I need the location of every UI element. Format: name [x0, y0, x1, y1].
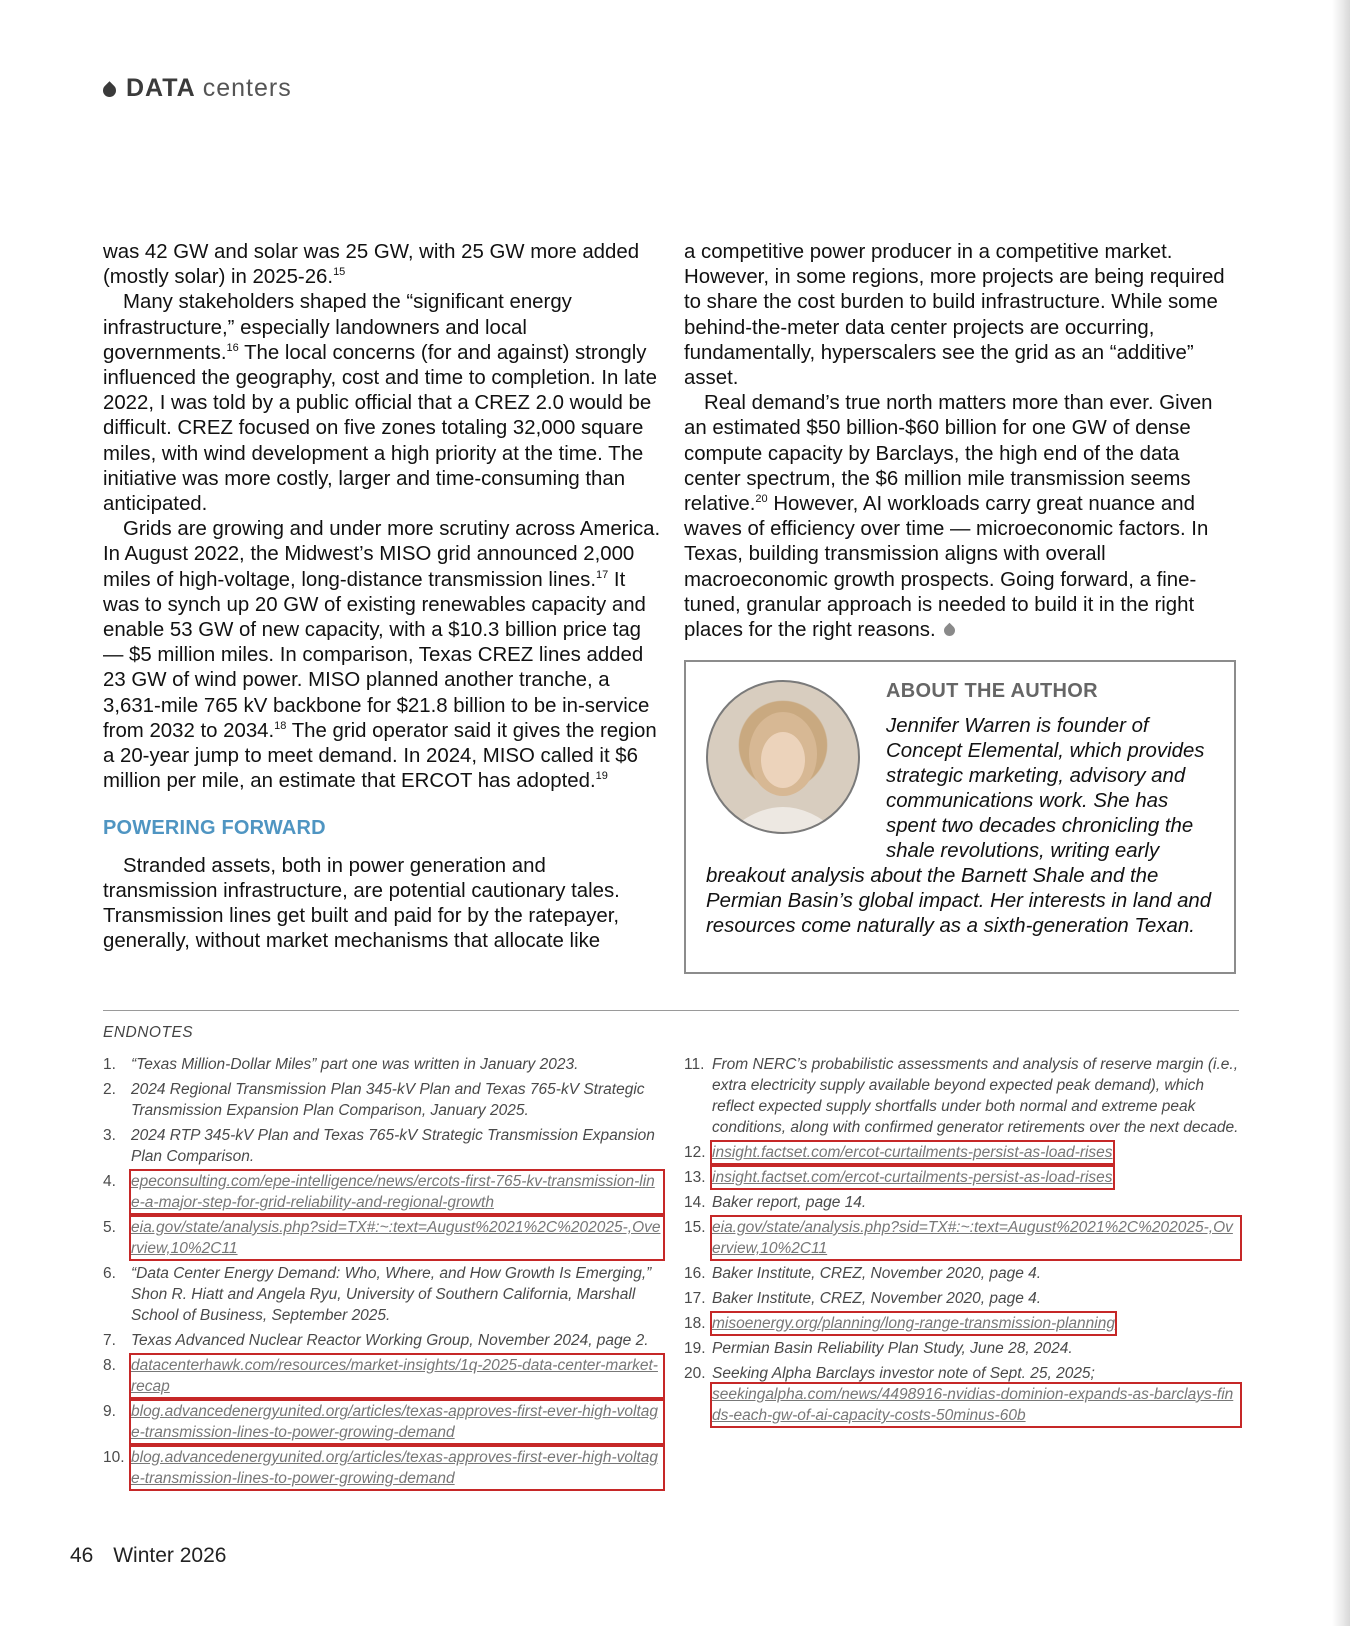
endnote-number: 8.	[103, 1357, 116, 1374]
endnote-number: 16.	[684, 1265, 706, 1282]
endnote-item	[684, 1263, 1240, 1284]
endnote-number: 18.	[684, 1315, 706, 1332]
footnote-ref: 17	[596, 568, 609, 581]
text: It was to synch up 20 GW of existing renewables capacity and enable 53 GW of new capacity, with a $10.3 billion price tag — $5 million miles. In comparison, Texas CREZ lines added 23 GW of wind power. MISO planned another tranche, a 3,631-mile 765 kV backbone for $21.8 billion to be in-service from 2032 to 2034.	[103, 568, 650, 742]
endnote-text: Baker Institute, CREZ, November 2020, page 4.	[712, 1265, 1042, 1282]
endnotes-title: ENDNOTES	[103, 1024, 194, 1041]
page-footer	[70, 1544, 226, 1568]
paragraph	[103, 240, 663, 290]
endnote-item	[103, 1054, 663, 1075]
article-right-column	[684, 240, 1240, 643]
footnote-ref: 16	[226, 342, 239, 355]
endnote-text: “Texas Million-Dollar Miles” part one was written in January 2023.	[131, 1056, 579, 1073]
endnote-text: Baker report, page 14.	[712, 1194, 867, 1211]
endnote-number: 7.	[103, 1332, 116, 1349]
issue-label: Winter 2026	[113, 1544, 227, 1567]
endnotes-left-list	[103, 1054, 663, 1493]
section-title-bold: DATA	[126, 73, 196, 102]
section-header	[103, 70, 292, 106]
endnote-number: 9.	[103, 1403, 116, 1420]
footnote-ref: 15	[333, 266, 346, 279]
endnote-number: 6.	[103, 1265, 116, 1282]
endnote-link[interactable]: blog.advancedenergyunited.org/articles/texas-approves-first-ever-high-voltage-transmission-lines-to-power-growing-demand	[131, 1447, 663, 1489]
endnote-number: 15.	[684, 1219, 706, 1236]
endnote-item	[684, 1288, 1240, 1309]
paragraph	[684, 391, 1240, 643]
author-bio-text: Jennifer Warren is founder of Concept Elemental, which provides strategic marketing, advisory and communications work. She has spent two decades chronicling the shale revolutions, writing early breakout analysis about the Barnett Shale and the Permian Basin’s global impact. Her interests in land and resources come naturally as a sixth-generation Texan.	[706, 715, 1212, 937]
endnote-item	[684, 1313, 1240, 1334]
endnote-number: 10.	[103, 1449, 125, 1466]
endnote-link[interactable]: eia.gov/state/analysis.php?sid=TX#:~:text=August%2021%2C%202025-,Overview,10%2C11	[712, 1217, 1240, 1259]
endnote-item	[103, 1079, 663, 1121]
endnote-item	[103, 1330, 663, 1351]
footnote-ref: 19	[595, 770, 608, 783]
endnote-item	[103, 1447, 663, 1489]
section-title-light: centers	[202, 73, 292, 102]
endnote-number: 2.	[103, 1081, 116, 1098]
about-the-author-box	[684, 660, 1236, 974]
endnote-link[interactable]: datacenterhawk.com/resources/market-insights/1q-2025-data-center-market-recap	[131, 1355, 663, 1397]
endnote-item	[684, 1192, 1240, 1213]
paragraph	[103, 517, 663, 794]
author-bio	[706, 714, 1216, 939]
text: The grid operator said it gives the region a 20-year jump to meet demand. In 2024, MISO called it $6 million per mile, an estimate that ERCOT has adopted.	[103, 719, 657, 793]
endnote-item	[684, 1167, 1240, 1188]
paragraph: Stranded assets, both in power generation and transmission infrastructure, are potential cautionary tales. Transmission lines get built and paid for by the ratepayer, generally, without market mechanisms that allocate like	[103, 854, 620, 953]
drop-icon	[100, 81, 118, 99]
endnote-item	[103, 1401, 663, 1443]
subhead: POWERING FORWARD	[103, 817, 326, 840]
endnotes-divider	[103, 1010, 1239, 1011]
text: Grids are growing and under more scrutiny across America. In August 2022, the Midwest’s MISO grid announced 2,000 miles of high-voltage, long-distance transmission lines.	[103, 518, 661, 591]
endnote-item	[103, 1171, 663, 1213]
endnote-item	[684, 1217, 1240, 1259]
endnote-text: Seeking Alpha Barclays investor note of Sept. 25, 2025;	[712, 1365, 1095, 1382]
endnote-number: 17.	[684, 1290, 706, 1307]
endnote-number: 3.	[103, 1127, 116, 1144]
endnote-number: 19.	[684, 1340, 706, 1357]
endnote-number: 11.	[684, 1056, 705, 1073]
text: The local concerns (for and against) strongly influenced the geography, cost and time to completion. In late 2022, I was told by a public official that a CREZ 2.0 would be difficult. CREZ focused on five zones totaling 32,000 square miles, with wind development a high priority at the time. The initiative was more costly, larger and time-consuming than anticipated.	[103, 341, 657, 516]
endnote-number: 20.	[684, 1365, 706, 1382]
endnote-text: Baker Institute, CREZ, November 2020, page 4.	[712, 1290, 1042, 1307]
endnote-link[interactable]: insight.factset.com/ercot-curtailments-persist-as-load-rises	[712, 1169, 1113, 1186]
endnote-number: 4.	[103, 1173, 116, 1190]
endnote-link[interactable]: seekingalpha.com/news/4498916-nvidias-dominion-expands-as-barclays-finds-each-gw-of-ai-capacity-costs-50minus-60b	[712, 1384, 1240, 1426]
endnote-number: 1.	[103, 1056, 116, 1073]
endnote-item	[684, 1338, 1240, 1359]
endnote-link[interactable]: eia.gov/state/analysis.php?sid=TX#:~:text=August%2021%2C%202025-,Overview,10%2C11	[131, 1217, 663, 1259]
footnote-ref: 20	[755, 493, 768, 506]
endnote-text: From NERC’s probabilistic assessments and analysis of reserve margin (i.e., extra electricity supply available beyond expected peak demand), which reflect expected supply shortfalls under both normal and extreme peak conditions, along with confirmed generator retirements over the next decade.	[712, 1056, 1239, 1136]
paragraph: a competitive power producer in a competitive market. However, in some regions, more projects are being required to share the cost burden to build infrastructure. While some behind-the-meter data center projects are occurring, fundamentally, hyperscalers see the grid as an “additive” asset.	[684, 241, 1225, 390]
endnote-text: Texas Advanced Nuclear Reactor Working Group, November 2024, page 2.	[131, 1332, 649, 1349]
text: Many stakeholders shaped the “significant energy infrastructure,” especially landowners and local governments.	[103, 291, 572, 364]
endnote-text: Permian Basin Reliability Plan Study, June 28, 2024.	[712, 1340, 1073, 1357]
endnote-text: 2024 RTP 345-kV Plan and Texas 765-kV Strategic Transmission Expansion Plan Comparison.	[131, 1127, 655, 1165]
endnote-text: 2024 Regional Transmission Plan 345-kV Plan and Texas 765-kV Strategic Transmission Expansion Plan Comparison, January 2025.	[131, 1081, 645, 1119]
endnote-link[interactable]: epeconsulting.com/epe-intelligence/news/ercots-first-765-kv-transmission-line-a-major-step-for-grid-reliability-and-regional-growth	[131, 1171, 663, 1213]
end-mark-drop-icon	[941, 623, 957, 639]
endnote-number: 13.	[684, 1169, 706, 1186]
endnote-item	[103, 1263, 663, 1326]
text: However, AI workloads carry great nuance and waves of efficiency over time — microeconomic factors. In Texas, building transmission aligns with overall macroeconomic growth prospects. Going forward, a fine-tuned, granular approach is needed to build it in the right places for the right reasons.	[684, 493, 1209, 642]
endnote-item	[103, 1355, 663, 1397]
endnote-item	[103, 1217, 663, 1259]
text: Real demand’s true north matters more than ever. Given an estimated $50 billion-$60 billion for one GW of dense compute capacity by Barclays, the high end of the data center spectrum, the $6 million mile transmission seems relative.	[684, 392, 1213, 516]
page-number: 46	[70, 1544, 94, 1567]
endnote-item	[684, 1054, 1240, 1138]
endnote-number: 5.	[103, 1219, 116, 1236]
endnote-link[interactable]: insight.factset.com/ercot-curtailments-persist-as-load-rises	[712, 1144, 1113, 1161]
endnotes-right-list	[684, 1054, 1240, 1430]
author-box-title: ABOUT THE AUTHOR	[886, 680, 1098, 702]
endnote-text: “Data Center Energy Demand: Who, Where, and How Growth Is Emerging,” Shon R. Hiatt and Angela Ryu, University of Southern California, Marshall School of Business, September 2025.	[131, 1265, 652, 1324]
article-left-column	[103, 240, 663, 954]
footnote-ref: 18	[274, 720, 287, 733]
endnote-number: 14.	[684, 1194, 706, 1211]
endnote-item	[684, 1363, 1240, 1426]
paragraph	[103, 290, 663, 517]
endnote-link[interactable]: blog.advancedenergyunited.org/articles/texas-approves-first-ever-high-voltage-transmission-lines-to-power-growing-demand	[131, 1401, 663, 1443]
endnote-link[interactable]: misoenergy.org/planning/long-range-transmission-planning	[712, 1315, 1115, 1332]
page-edge-shadow	[1332, 0, 1350, 1626]
endnote-item	[103, 1125, 663, 1167]
text: was 42 GW and solar was 25 GW, with 25 GW more added (mostly solar) in 2025-26.	[103, 241, 640, 289]
endnote-item	[684, 1142, 1240, 1163]
endnote-number: 12.	[684, 1144, 706, 1161]
